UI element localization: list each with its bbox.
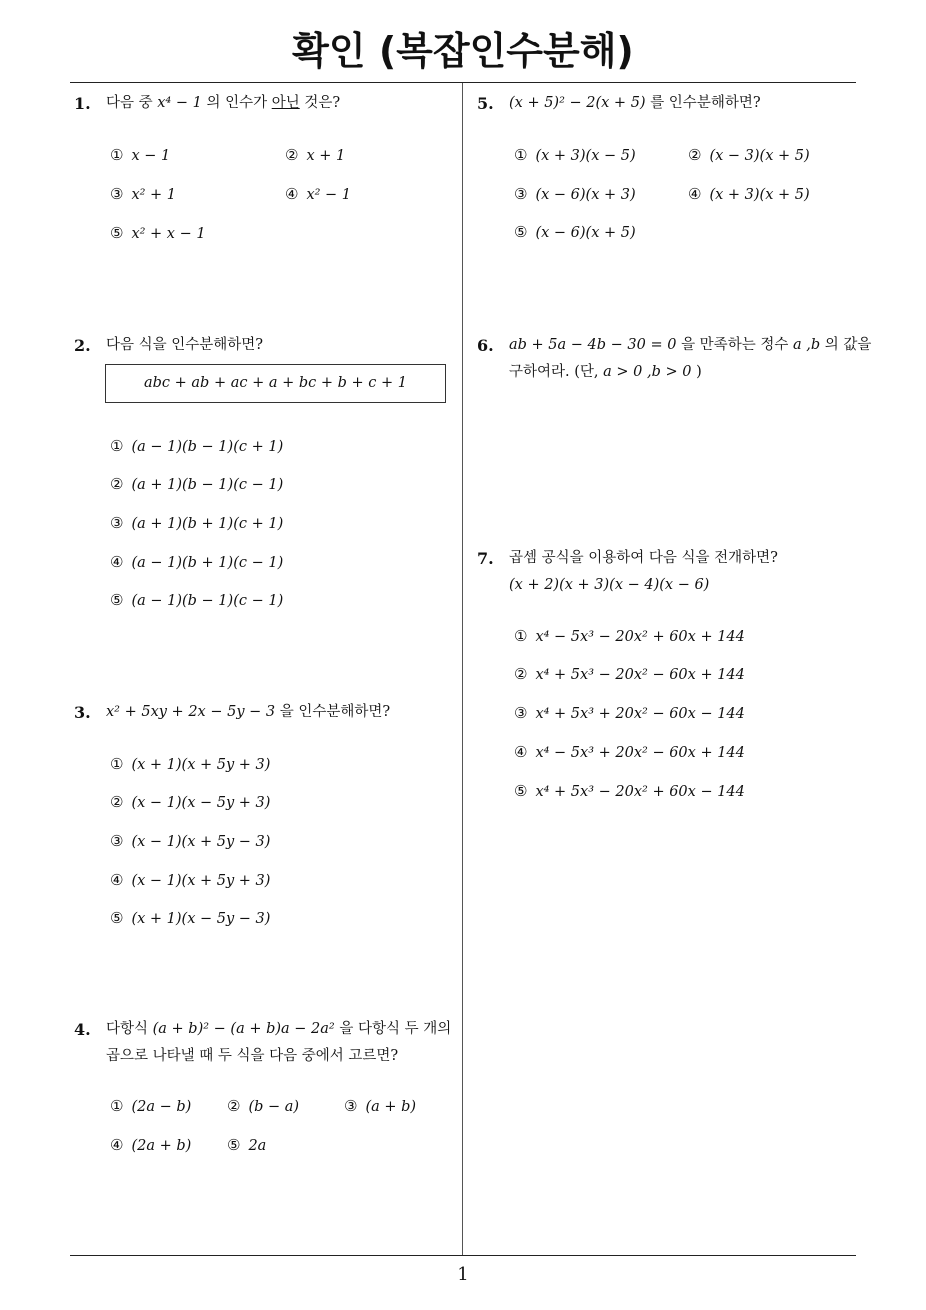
option-5[interactable]: ⑤ (a − 1)(b − 1)(c − 1) (110, 591, 284, 609)
option-5[interactable]: ⑤ 2a (227, 1136, 267, 1154)
option-1[interactable]: ① (2a − b) (110, 1097, 192, 1115)
option-1[interactable]: ① (x + 3)(x − 5) (514, 146, 636, 164)
question-text: (x + 5)² − 2(x + 5) 를 인수분해하면? (509, 95, 761, 111)
question-number: 1. (74, 94, 91, 113)
math-expression: x² + 5xy + 2x − 5y − 3 (106, 704, 276, 720)
option-3[interactable]: ③ (x − 6)(x + 3) (514, 185, 636, 203)
option-3[interactable]: ③ (x − 1)(x + 5y − 3) (110, 832, 271, 850)
math-expression: (a + b)² − (a + b)a − 2a² (152, 1021, 335, 1037)
question-number: 6. (477, 336, 494, 355)
question-number: 7. (477, 549, 494, 568)
option-3[interactable]: ③ x⁴ + 5x³ + 20x² − 60x − 144 (514, 704, 745, 722)
math-condition: a > 0 ,b > 0 (603, 364, 692, 380)
option-4[interactable]: ④ x² − 1 (285, 185, 352, 203)
question-number: 3. (74, 703, 91, 722)
option-1[interactable]: ① (x + 1)(x + 5y + 3) (110, 755, 271, 773)
question-text: x² + 5xy + 2x − 5y − 3 을 인수분해하면? (106, 704, 391, 720)
option-5[interactable]: ⑤ x² + x − 1 (110, 224, 206, 242)
option-5[interactable]: ⑤ (x + 1)(x − 5y − 3) (110, 909, 271, 927)
option-3[interactable]: ③ x² + 1 (110, 185, 177, 203)
question-text: 곱셈 공식을 이용하여 다음 식을 전개하면? (x + 2)(x + 3)(x − 4)(x − 6) (509, 545, 778, 599)
option-4[interactable]: ④ x⁴ − 5x³ + 20x² − 60x + 144 (514, 743, 745, 761)
option-3[interactable]: ③ (a + b) (344, 1097, 417, 1115)
option-2[interactable]: ② x⁴ + 5x³ − 20x² − 60x + 144 (514, 665, 745, 683)
option-2[interactable]: ② (x − 1)(x − 5y + 3) (110, 793, 271, 811)
option-2[interactable]: ② (x − 3)(x + 5) (688, 146, 810, 164)
option-5[interactable]: ⑤ x⁴ + 5x³ − 20x² + 60x − 144 (514, 782, 745, 800)
footer-rule (70, 1255, 856, 1256)
option-3[interactable]: ③ (a + 1)(b + 1)(c + 1) (110, 514, 284, 532)
question-4 (74, 1016, 459, 1072)
question-3 (74, 699, 454, 729)
math-expression: ab + 5a − 4b − 30 = 0 (509, 337, 677, 353)
option-2[interactable]: ② x + 1 (285, 146, 346, 164)
question-text: 다음 식을 인수분해하면? (106, 337, 264, 353)
option-4[interactable]: ④ (a − 1)(b + 1)(c − 1) (110, 553, 284, 571)
page-title: 확인 (복잡인수분해) (292, 29, 634, 73)
option-2[interactable]: ② (a + 1)(b − 1)(c − 1) (110, 475, 284, 493)
option-4[interactable]: ④ (x − 1)(x + 5y + 3) (110, 871, 271, 889)
option-4[interactable]: ④ (x + 3)(x + 5) (688, 185, 810, 203)
option-1[interactable]: ① x⁴ − 5x³ − 20x² + 60x + 144 (514, 627, 745, 645)
math-expression: (x + 2)(x + 3)(x − 4)(x − 6) (509, 577, 710, 593)
option-2[interactable]: ② (b − a) (227, 1097, 300, 1115)
page-number: 1 (457, 1264, 469, 1285)
header-rule (70, 82, 856, 83)
expression-box: abc + ab + ac + a + bc + b + c + 1 (105, 364, 446, 403)
question-number: 5. (477, 94, 494, 113)
option-4[interactable]: ④ (2a + b) (110, 1136, 192, 1154)
option-5[interactable]: ⑤ (x − 6)(x + 5) (514, 223, 636, 241)
question-7 (477, 545, 862, 601)
question-6 (477, 332, 877, 388)
column-divider (462, 83, 463, 1255)
question-2 (74, 332, 454, 362)
question-number: 4. (74, 1020, 91, 1039)
question-1 (74, 90, 454, 120)
math-variables: a ,b (792, 337, 821, 353)
option-1[interactable]: ① (a − 1)(b − 1)(c + 1) (110, 437, 284, 455)
math-expression: (x + 5)² − 2(x + 5) (509, 95, 646, 111)
option-1[interactable]: ① x − 1 (110, 146, 171, 164)
question-text: 다음 중 x⁴ − 1 의 인수가 아닌 것은? (106, 95, 341, 111)
question-number: 2. (74, 336, 91, 355)
math-expression: x⁴ − 1 (157, 95, 202, 111)
underlined-word: 아닌 (271, 95, 300, 111)
question-text: ab + 5a − 4b − 30 = 0 을 만족하는 정수 a ,b 의 값을 구하여라. (단, a > 0 ,b > 0 ) (509, 337, 872, 380)
question-5 (477, 90, 862, 120)
question-text: 다항식 (a + b)² − (a + b)a − 2a² 을 다항식 두 개의 곱으로 나타낼 때 두 식을 다음 중에서 고르면? (106, 1021, 452, 1064)
